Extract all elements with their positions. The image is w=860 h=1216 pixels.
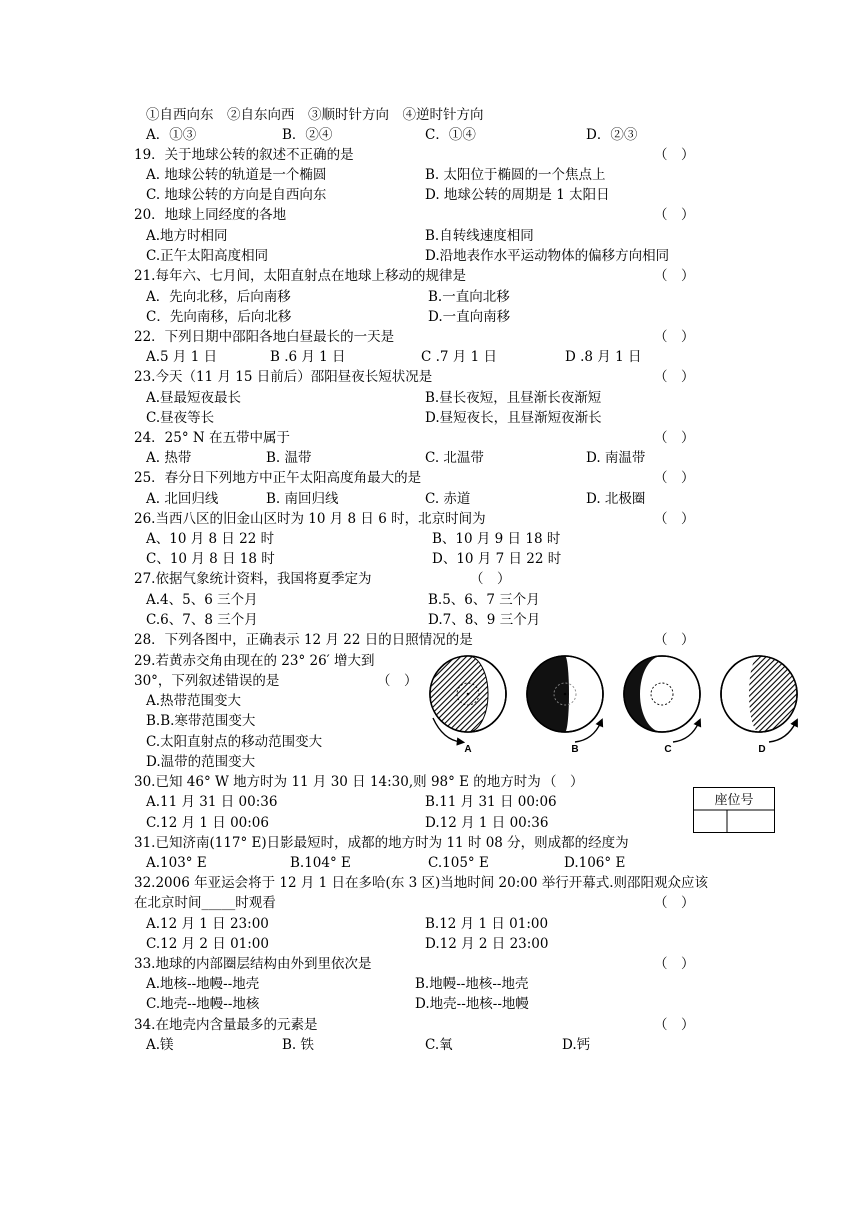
q18-option-a: A．①③	[146, 127, 197, 143]
seat-number-label: 座位号	[714, 793, 754, 808]
q32-option-a: A.12 月 1 日 23:00	[146, 916, 269, 932]
q25-option-b: B. 南回归线	[266, 491, 339, 507]
q23-answer-bracket: （ ）	[654, 369, 695, 385]
q25-option-a: A. 北回归线	[146, 491, 219, 507]
q34-answer-bracket: （ ）	[654, 1017, 695, 1033]
q20-option-a: A.地方时相同	[146, 228, 228, 244]
q22-option-c: C .7 月 1 日	[421, 349, 497, 365]
q26-option-c: C、10 月 8 日 18 时	[146, 551, 275, 567]
q32-answer-bracket: （ ）	[654, 895, 695, 911]
q27-answer-bracket: （ ）	[470, 571, 511, 587]
q33-option-b: B.地幔--地核--地壳	[415, 976, 529, 992]
q34-option-d: D.钙	[562, 1037, 591, 1053]
q29-option-b: B.B.寒带范围变大	[146, 713, 256, 729]
q30-answer-bracket: （ ）	[543, 774, 584, 790]
q24-option-d: D. 南温带	[586, 450, 646, 466]
q21-option-c: C．先向南移，后向北移	[146, 309, 292, 325]
q32-option-c: C.12 月 2 日 01:00	[146, 936, 269, 952]
q31-stem: 31.已知济南(117° E)日影最短时，成都的地方时为 11 时 08 分，则成都的经度为	[134, 835, 629, 851]
q27-option-c: C.6、7、8 三个月	[146, 612, 258, 628]
q21-answer-bracket: （ ）	[654, 268, 695, 284]
q34-option-a: A.镁	[146, 1037, 174, 1053]
q27-option-b: B.5、6、7 三个月	[428, 592, 540, 608]
q29-answer-bracket: （ ）	[377, 673, 418, 689]
q33-stem: 33.地球的内部圈层结构由外到里依次是	[134, 956, 372, 972]
q25-answer-bracket: （ ）	[654, 470, 695, 486]
q28-answer-bracket: （ ）	[654, 632, 695, 648]
q33-option-d: D.地壳--地核--地幔	[415, 996, 529, 1012]
q21-option-b: B.一直向北移	[428, 289, 510, 305]
q18-statements: ①自西向东 ②自东向西 ③顺时针方向 ④逆时针方向	[146, 107, 484, 123]
q24-answer-bracket: （ ）	[654, 430, 695, 446]
q22-option-a: A.5 月 1 日	[146, 349, 218, 365]
q19-answer-bracket: （ ）	[654, 147, 695, 163]
q23-option-c: C.昼夜等长	[146, 410, 215, 426]
q24-stem: 24．25° N 在五带中属于	[134, 430, 291, 446]
globe-b-label: B	[571, 744, 579, 755]
q26-option-d: D、10 月 7 日 22 时	[432, 551, 562, 567]
q24-option-c: C. 北温带	[425, 450, 484, 466]
q20-option-b: B.自转线速度相同	[425, 228, 534, 244]
q21-option-d: D.一直向南移	[428, 309, 511, 325]
q34-option-c: C.氧	[425, 1037, 453, 1053]
q25-option-c: C. 赤道	[425, 491, 471, 507]
q26-answer-bracket: （ ）	[654, 511, 695, 527]
globe-d-label: D	[758, 744, 766, 755]
q18-option-c: C．①④	[425, 127, 476, 143]
q20-stem: 20．地球上同经度的各地	[134, 207, 287, 223]
q32-stem-line2: 在北京时间_____时观看	[134, 895, 276, 911]
q25-stem: 25．春分日下列地方中正午太阳高度角最大的是	[134, 470, 422, 486]
q18-option-b: B．②④	[282, 127, 333, 143]
q32-stem-line1: 32.2006 年亚运会将于 12 月 1 日在多哈(东 3 区)当地时间 20:00 举行开幕式.则邵阳观众应该	[134, 875, 709, 891]
q22-option-b: B .6 月 1 日	[270, 349, 346, 365]
q26-stem: 26.当西八区的旧金山区时为 10 月 8 日 6 时，北京时间为	[134, 511, 486, 527]
q33-option-a: A.地核--地幔--地壳	[146, 976, 260, 992]
q22-stem: 22．下列日期中邵阳各地白昼最长的一天是	[134, 329, 395, 345]
q32-option-b: B.12 月 1 日 01:00	[425, 916, 549, 932]
globe-d	[721, 656, 797, 742]
q27-stem: 27.依据气象统计资料，我国将夏季定为	[134, 571, 372, 587]
q25-option-d: D. 北极圈	[586, 491, 646, 507]
globe-a	[430, 656, 506, 742]
q19-option-d: D. 地球公转的周期是 1 太阳日	[425, 187, 610, 203]
q19-option-a: A. 地球公转的轨道是一个椭圆	[146, 167, 327, 183]
q30-stem: 30.已知 46° W 地方时为 11 月 30 日 14:30,则 98° E 的地方时为	[134, 774, 541, 790]
q30-option-d: D.12 月 1 日 00:36	[425, 815, 549, 831]
globe-b	[527, 656, 603, 742]
sunlight-globes-figure	[425, 652, 807, 764]
q26-option-b: B、10 月 9 日 18 时	[432, 531, 561, 547]
q19-option-c: C. 地球公转的方向是自西向东	[146, 187, 327, 203]
q31-option-c: C.105° E	[428, 855, 489, 871]
q30-option-b: B.11 月 31 日 00:06	[425, 794, 557, 810]
q34-stem: 34.在地壳内含量最多的元素是	[134, 1017, 318, 1033]
q33-answer-bracket: （ ）	[654, 956, 695, 972]
q21-option-a: A．先向北移，后向南移	[146, 289, 291, 305]
q30-option-a: A.11 月 31 日 00:36	[146, 794, 278, 810]
q20-option-c: C.正午太阳高度相同	[146, 248, 269, 264]
q24-option-a: A. 热带	[146, 450, 192, 466]
q27-option-a: A.4、5、6 三个月	[146, 592, 258, 608]
q20-answer-bracket: （ ）	[654, 207, 695, 223]
q19-option-b: B. 太阳位于椭圆的一个焦点上	[425, 167, 606, 183]
q29-option-d: D.温带的范围变大	[146, 754, 256, 770]
q33-option-c: C.地壳--地幔--地核	[146, 996, 260, 1012]
q19-stem: 19．关于地球公转的叙述不正确的是	[134, 147, 354, 163]
seat-number-box	[693, 787, 775, 833]
q23-option-d: D.昼短夜长，且昼渐短夜渐长	[425, 410, 602, 426]
globe-c	[624, 656, 700, 742]
q29-stem-line2: 30°，下列叙述错误的是	[134, 673, 280, 689]
q22-option-d: D .8 月 1 日	[565, 349, 642, 365]
q31-option-b: B.104° E	[290, 855, 351, 871]
globe-c-label: C	[664, 744, 672, 755]
q34-option-b: B. 铁	[282, 1037, 315, 1053]
q29-stem-line1: 29.若黄赤交角由现在的 23° 26′ 增大到	[134, 653, 375, 669]
q31-option-d: D.106° E	[564, 855, 626, 871]
q30-option-c: C.12 月 1 日 00:06	[146, 815, 269, 831]
q31-option-a: A.103° E	[146, 855, 207, 871]
q18-option-d: D．②③	[586, 127, 638, 143]
globe-a-label: A	[464, 744, 472, 755]
q27-option-d: D.7、8、9 三个月	[428, 612, 541, 628]
q23-option-b: B.昼长夜短，且昼渐长夜渐短	[425, 390, 602, 406]
q23-stem: 23.今天（11 月 15 日前后）邵阳昼夜长短状况是	[134, 369, 433, 385]
q21-stem: 21.每年六、七月间，太阳直射点在地球上移动的规律是	[134, 268, 466, 284]
q20-option-d: D.沿地表作水平运动物体的偏移方向相同	[425, 248, 670, 264]
q29-option-a: A.热带范围变大	[146, 693, 242, 709]
q26-option-a: A、10 月 8 日 22 时	[146, 531, 275, 547]
q32-option-d: D.12 月 2 日 23:00	[425, 936, 549, 952]
q24-option-b: B. 温带	[266, 450, 312, 466]
q23-option-a: A.昼最短夜最长	[146, 390, 242, 406]
q22-answer-bracket: （ ）	[654, 329, 695, 345]
q29-option-c: C.太阳直射点的移动范围变大	[146, 734, 323, 750]
q28-stem: 28．下列各图中，正确表示 12 月 22 日的日照情况的是	[134, 632, 473, 648]
